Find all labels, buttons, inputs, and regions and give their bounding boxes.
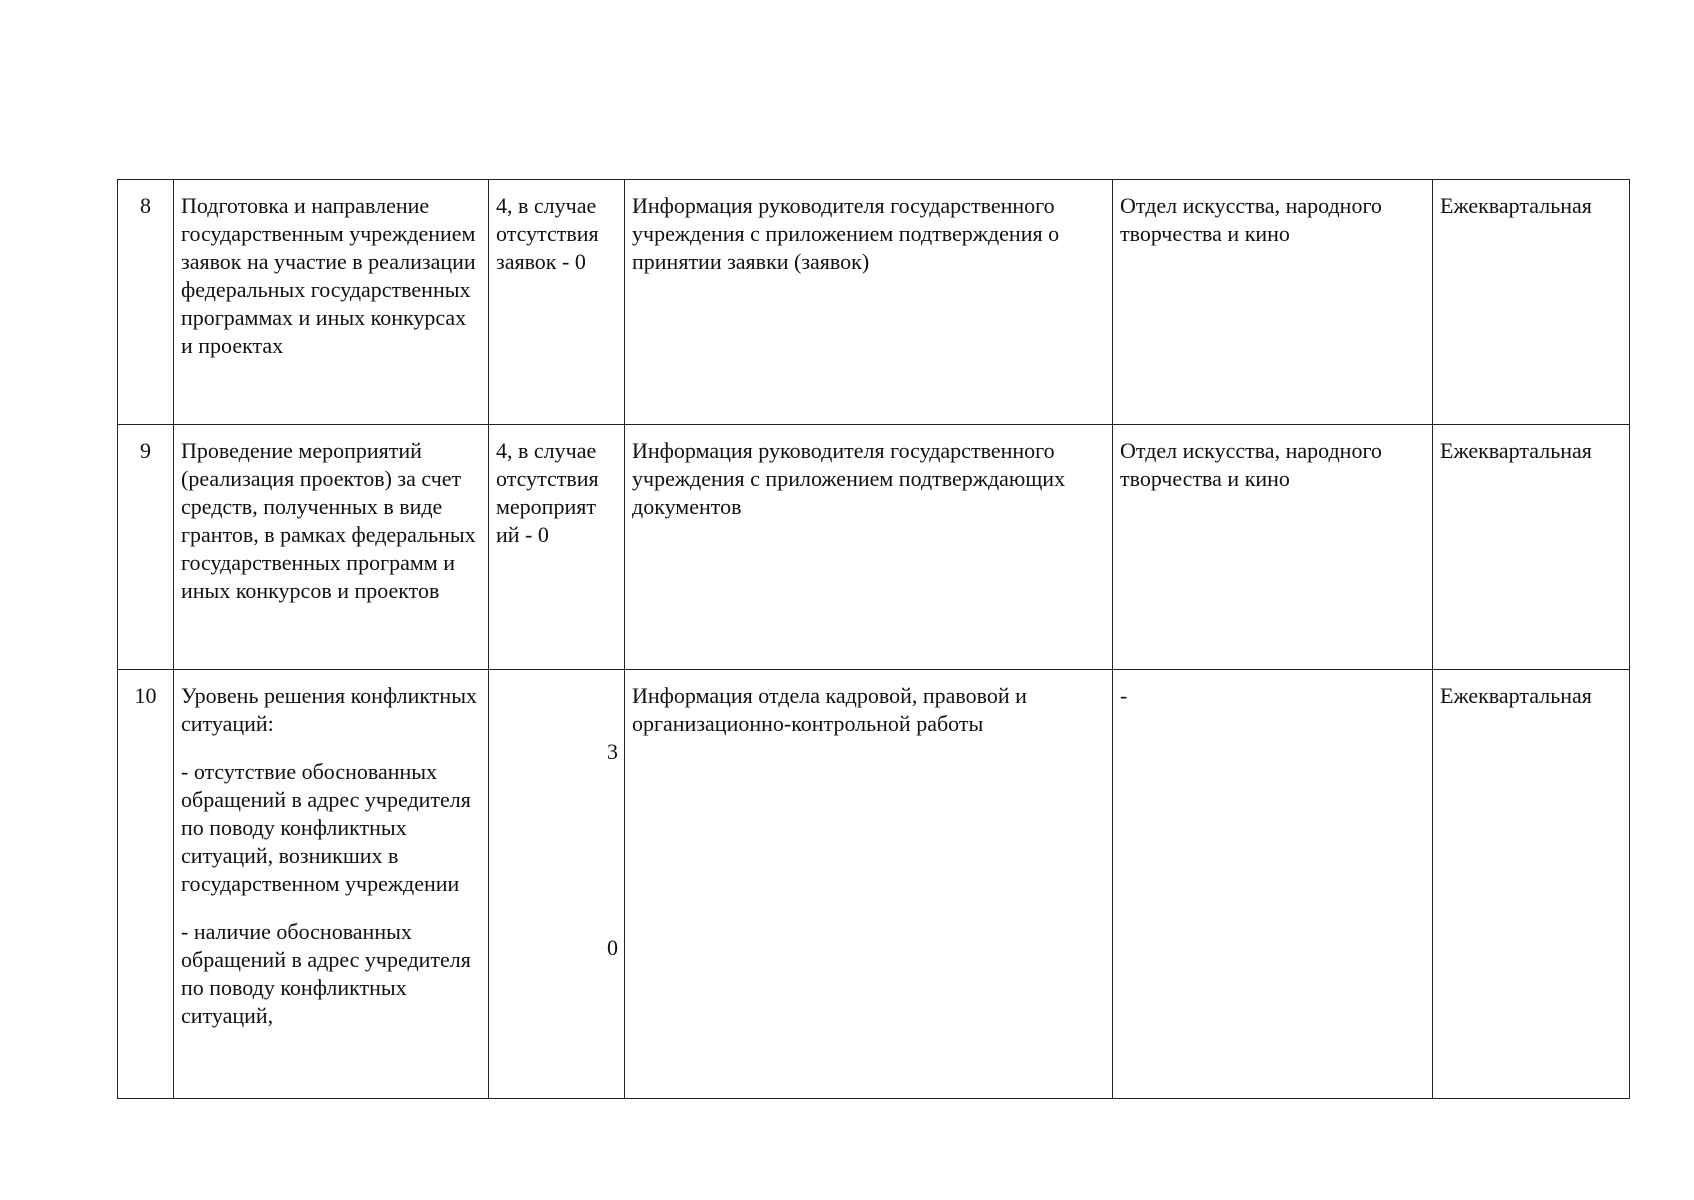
row-number-cell: 9 [118, 425, 174, 670]
indicator-title: Уровень решения конфликтных ситуаций: [181, 683, 477, 736]
row-number-cell: 10 [118, 670, 174, 1099]
responsible-cell: - [1113, 670, 1433, 1099]
score-cell: 4, в случае отсутствия мероприят ий - 0 [489, 425, 625, 670]
table-row [118, 425, 1630, 670]
frequency-cell: Ежеквартальная [1433, 670, 1630, 1099]
responsible-cell: Отдел искусства, народного творчества и кино [1113, 425, 1433, 670]
sub-item-text: - наличие обоснованных обращений в адрес учредителя по поводу конфликтных ситуаций, [181, 919, 471, 1028]
sub-item-score: 3 [607, 739, 618, 764]
sub-item-text: - отсутствие обоснованных обращений в адрес учредителя по поводу конфликтных ситуаций, возникших в государственном учреждении [181, 759, 471, 896]
indicator-cell: Подготовка и направление государственным учреждением заявок на участие в реализации федеральных государственных программах и иных конкурсах и проектах [174, 180, 489, 425]
source-cell: Информация руководителя государственного учреждения с приложением подтверждающих документов [625, 425, 1113, 670]
row-number-cell: 8 [118, 180, 174, 425]
table-row [118, 180, 1630, 425]
indicator-cell: Проведение мероприятий (реализация проектов) за счет средств, полученных в виде грантов, в рамках федеральных государственных программ и иных конкурсов и проектов [174, 425, 489, 670]
table-row [118, 670, 1630, 1099]
indicator-cell [174, 670, 489, 1099]
frequency-cell: Ежеквартальная [1433, 425, 1630, 670]
frequency-cell: Ежеквартальная [1433, 180, 1630, 425]
sub-item-score: 0 [607, 935, 618, 960]
score-cell: 4, в случае отсутствия заявок - 0 [489, 180, 625, 425]
criteria-table [117, 179, 1630, 1099]
source-cell: Информация руководителя государственного учреждения с приложением подтверждения о принятии заявки (заявок) [625, 180, 1113, 425]
source-cell: Информация отдела кадровой, правовой и организационно-контрольной работы [625, 670, 1113, 1099]
responsible-cell: Отдел искусства, народного творчества и кино [1113, 180, 1433, 425]
score-cell [489, 670, 625, 1099]
